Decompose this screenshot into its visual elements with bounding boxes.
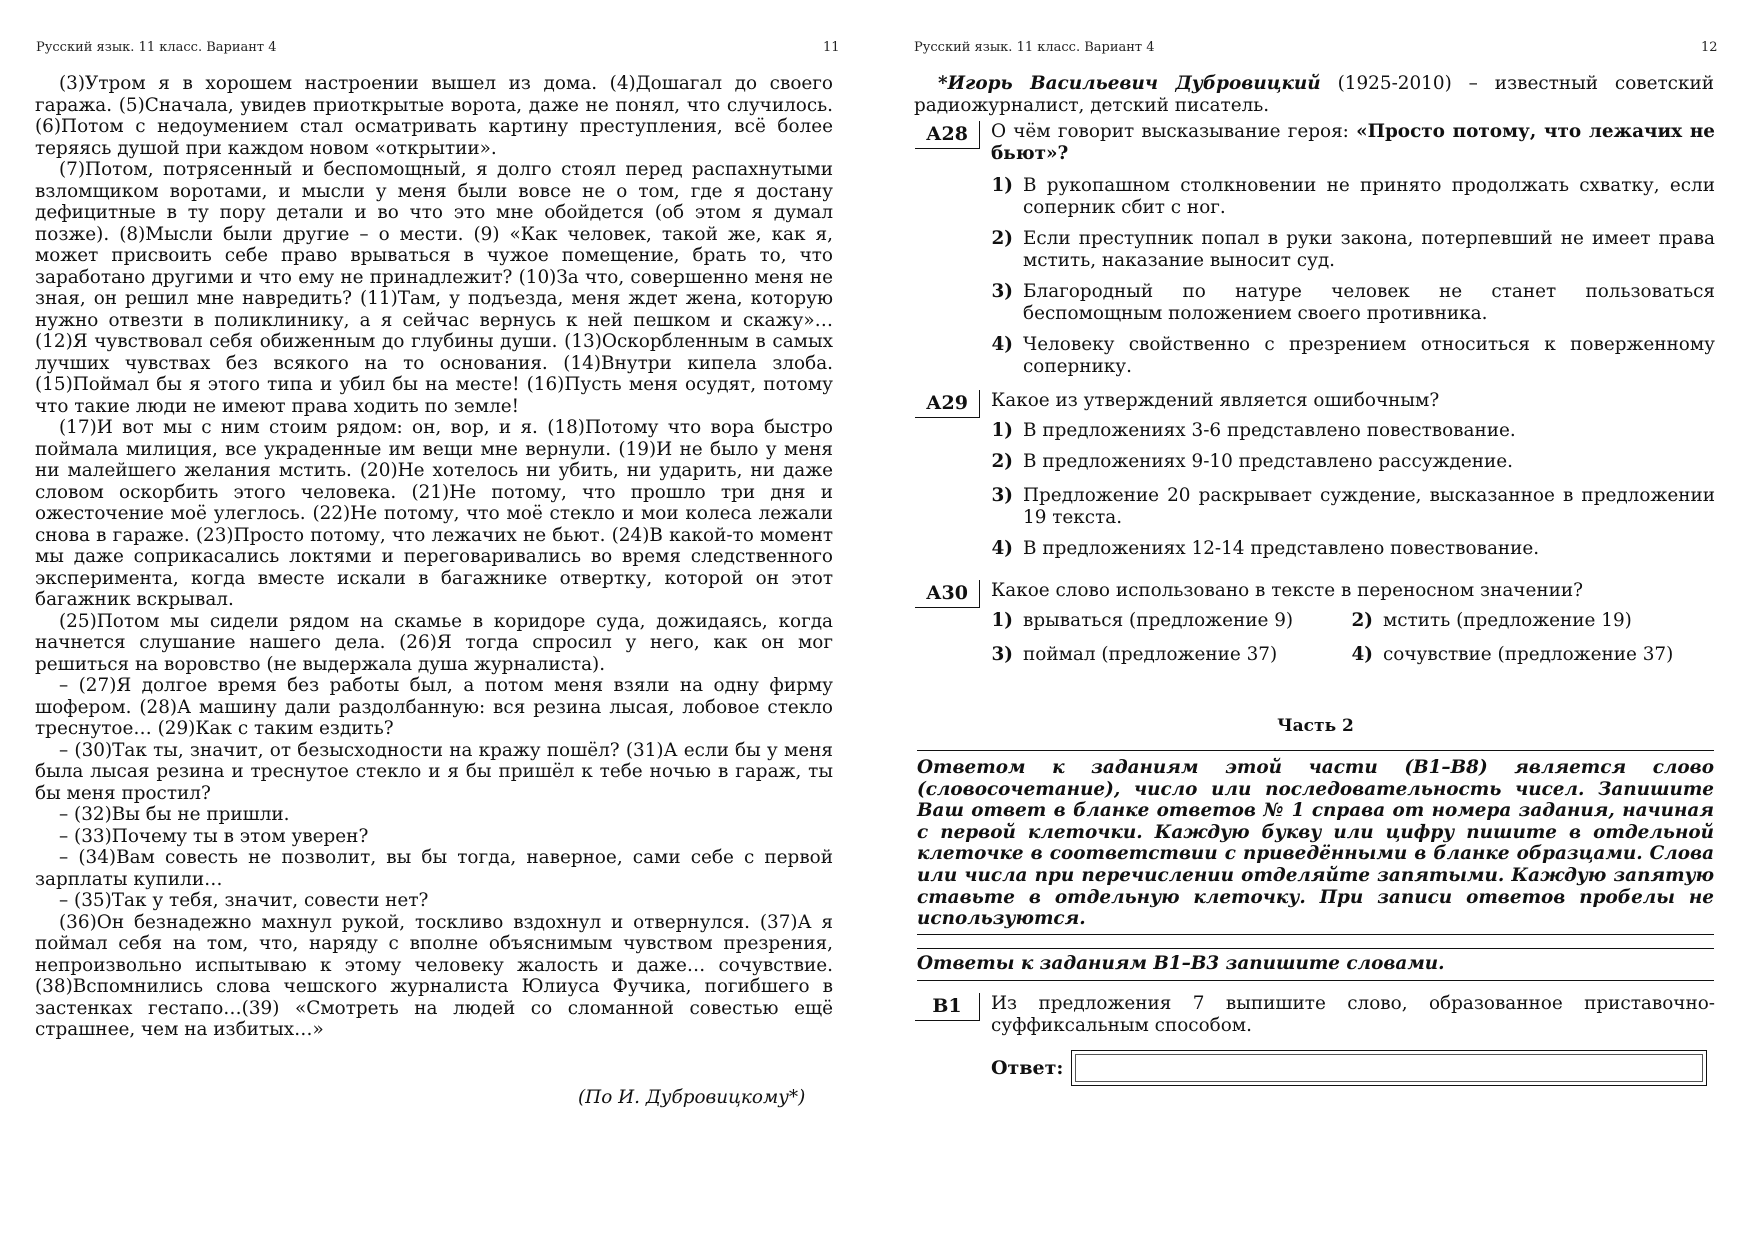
task-question: Какое слово использовано в тексте в переносном значении? [991, 580, 1583, 601]
option-number: 1) [991, 610, 1013, 631]
part-2-title: Часть 2 [1277, 716, 1354, 736]
left-page-number: 11 [823, 40, 840, 55]
option-number: 4) [991, 538, 1013, 559]
answer-option[interactable] [991, 610, 1351, 632]
option-text: В предложениях 12-14 представлено повествование. [1023, 538, 1540, 559]
option-text: Если преступник попал в руки закона, потерпевший не имеет права мстить, наказание выносит суд. [1023, 228, 1715, 271]
text-paragraph: – (33)Почему ты в этом уверен? [59, 825, 369, 847]
option-text: Предложение 20 раскрывает суждение, высказанное в предложении 19 текста. [1023, 485, 1715, 528]
divider [917, 934, 1714, 935]
text-paragraph: (25)Потом мы сидели рядом на скамье в коридоре суда, дожидаясь, когда начнется слушание нашего дела. (26)Я тогда спросил у него, как он мог решиться на воровство (не выдержала душа журналиста). [35, 610, 833, 675]
answer-option[interactable] [1351, 644, 1711, 666]
text-paragraph: – (34)Вам совесть не позволит, вы бы тогда, наверное, сами себе с первой зарплаты купили… [35, 847, 833, 890]
answer-option[interactable] [991, 644, 1351, 666]
answer-row [991, 1050, 1707, 1086]
option-number: 4) [1351, 644, 1373, 665]
option-text: врываться (предложение 9) [1023, 610, 1294, 631]
text-paragraph: (17)И вот мы с ним стоим рядом: он, вор, и я. (18)Потому что вора быстро поймала милиция, все украденные им вещи мне вернули. (19)И не было у меня ни малейшего желания мстить. (20)Не хотелось ни убить, ни ударить, ни даже словом оскорбить этого человека. (21)Не потому, что прошло три дня и ожесточение моё улеглось. (22)Не потому, что моё стекло и мои колеса лежали снова в гараже. (23)Просто потому, что лежачих не бьют. (24)В какой-то момент мы даже соприкасались локтями и переговаривались во время следственного эксперимента, когда вместе искали в багажнике отвертку, которой он этот багажник вскрывал. [35, 417, 833, 610]
option-text: В рукопашном столкновении не принято продолжать схватку, если соперник сбит с ног. [1023, 175, 1715, 218]
right-running-header: Русский язык. 11 класс. Вариант 4 [914, 40, 1155, 55]
text-paragraph: (7)Потом, потрясенный и беспомощный, я долго стоял перед распахнутыми взломщиком воротами, и мысли у меня были вовсе не о том, где я достану дефицитные в ту пору детали и во что это мне обойдется (об этом я думал позже). (8)Мысли были другие – о мести. (9) «Как человек, такой же, как я, может присвоить себе право врываться в чужое помещение, брать то, что заработано другими и что ему не принадлежит? (10)За что, совершенно меня не зная, он решил мне навредить? (11)Там, у подъезда, меня ждет жена, которую нужно отвезти в поликлинику, а я сейчас вернусь к ней пешком и скажу»… (12)Я чувствовал себя обиженным до глубины души. (13)Оскорбленным в самых лучших чувствах без всякого на то основания. (14)Внутри кипела злоба. (15)Поймал бы я этого типа и убил бы на месте! (16)Пусть меня осудят, потому что такие люди не имеют права ходить по земле! [35, 159, 833, 417]
answer-input-box[interactable] [1071, 1050, 1707, 1086]
answer-option[interactable] [991, 451, 1715, 473]
question-quote: «Просто потому, что лежачих не бьют»? [991, 121, 1716, 164]
task-code: В1 [915, 993, 980, 1021]
answer-option[interactable] [991, 281, 1715, 325]
task-code: А30 [915, 580, 980, 608]
text-source: (По И. Дубровицкому*) [578, 1087, 806, 1108]
task-code: А28 [915, 121, 980, 149]
answer-option[interactable] [991, 485, 1715, 529]
option-number: 4) [991, 334, 1013, 355]
answer-option[interactable] [991, 228, 1715, 272]
answer-option[interactable] [991, 538, 1715, 560]
option-text: В предложениях 9-10 представлено рассуждение. [1023, 451, 1513, 472]
option-text: В предложениях 3-6 представлено повествование. [1023, 420, 1516, 441]
task-a28 [915, 121, 1715, 387]
author-note [914, 73, 1714, 116]
task-a30 [915, 580, 1715, 666]
divider [917, 750, 1714, 751]
task-b1 [915, 993, 1715, 1037]
divider [917, 948, 1714, 949]
option-text: Человеку свойственно с презрением относиться к поверженному сопернику. [1023, 334, 1715, 377]
option-text: поймал (предложение 37) [1023, 644, 1278, 665]
option-text: Благородный по натуре человек не станет пользоваться беспомощным положением своего противника. [1023, 281, 1715, 324]
part-2-instructions: Ответом к заданиям этой части (В1–В8) является слово (словосочетание), число или последовательность чисел. Запишите Ваш ответ в бланке ответов № 1 справа от номера задания, начиная с первой клеточки. Каждую букву или цифру пишите в отдельной клеточке в соответствии с приведёнными в бланке образцами. Слова или числа при перечислении отделяйте запятыми. Каждую запятую ставьте в отдельную клеточку. При записи ответов пробелы не используются. [917, 757, 1714, 930]
option-number: 3) [991, 281, 1013, 302]
answer-field[interactable] [1075, 1054, 1703, 1082]
author-name: *Игорь Васильевич Дубровицкий [938, 73, 1321, 94]
question-text: О чём говорит высказывание героя: [991, 121, 1357, 142]
option-number: 2) [1351, 610, 1373, 631]
answer-options [991, 175, 1715, 378]
right-page [877, 0, 1754, 1239]
text-paragraph: – (30)Так ты, значит, от безысходности на кражу пошёл? (31)А если бы у меня была лысая резина и треснутое стекло и я бы пришёл к тебе ночью в гараж, ты бы меня простил? [35, 739, 833, 804]
option-number: 3) [991, 644, 1013, 665]
answer-option[interactable] [991, 334, 1715, 378]
text-paragraph: (36)Он безнадежно махнул рукой, тоскливо вздохнул и отвернулся. (37)А я поймал себя на том, что, наряду с вполне объяснимым чувством презрения, непроизвольно испытываю к этому человеку жалость и даже… сочувствие. (38)Вспомнились слова чешского журналиста Юлиуса Фучика, погибшего в застенках гестапо…(39) «Смотреть на людей со сломанной совестью ещё страшнее, чем на избитых…» [35, 911, 833, 1040]
answer-options [991, 420, 1715, 560]
task-code: А29 [915, 390, 980, 418]
option-text: сочувствие (предложение 37) [1383, 644, 1674, 665]
text-paragraph: (3)Утром я в хорошем настроении вышел из дома. (4)Дошагал до своего гаража. (5)Сначала, увидев приоткрытые ворота, даже не понял, что случилось. (6)Потом с недоумением стал осматривать картину преступления, всё более теряясь душой при каждом новом «открытии». [35, 73, 833, 159]
author-description: (1925-2010) – известный советский радиожурналист, детский писатель. [914, 73, 1714, 116]
answer-options [991, 610, 1715, 666]
option-number: 1) [991, 420, 1013, 441]
left-running-header: Русский язык. 11 класс. Вариант 4 [36, 40, 277, 55]
answer-option[interactable] [991, 420, 1715, 442]
text-paragraph: – (27)Я долгое время без работы был, а потом меня взяли на одну фирму шофером. (28)А машину дали раздолбанную: вся резина лысая, лобовое стекло треснутое… (29)Как с таким ездить? [35, 675, 833, 739]
words-note: Ответы к заданиям В1–В3 запишите словами. [917, 953, 1445, 974]
task-question: Какое из утверждений является ошибочным? [991, 390, 1440, 411]
task-question [991, 121, 1715, 165]
task-a29 [915, 390, 1715, 569]
option-number: 2) [991, 451, 1013, 472]
reading-text [35, 73, 833, 1041]
option-number: 2) [991, 228, 1013, 249]
text-paragraph: – (32)Вы бы не пришли. [59, 804, 290, 825]
answer-option[interactable] [1351, 610, 1711, 632]
option-number: 1) [991, 175, 1013, 196]
answer-option[interactable] [991, 175, 1715, 219]
answer-label: Ответ: [991, 1057, 1064, 1079]
option-text: мстить (предложение 19) [1383, 610, 1632, 631]
divider [917, 980, 1714, 981]
option-number: 3) [991, 485, 1013, 506]
task-question: Из предложения 7 выпишите слово, образованное приставочно-суффиксальным способом. [991, 993, 1715, 1036]
right-page-number: 12 [1701, 40, 1718, 55]
text-paragraph: – (35)Так у тебя, значит, совести нет? [59, 890, 429, 911]
